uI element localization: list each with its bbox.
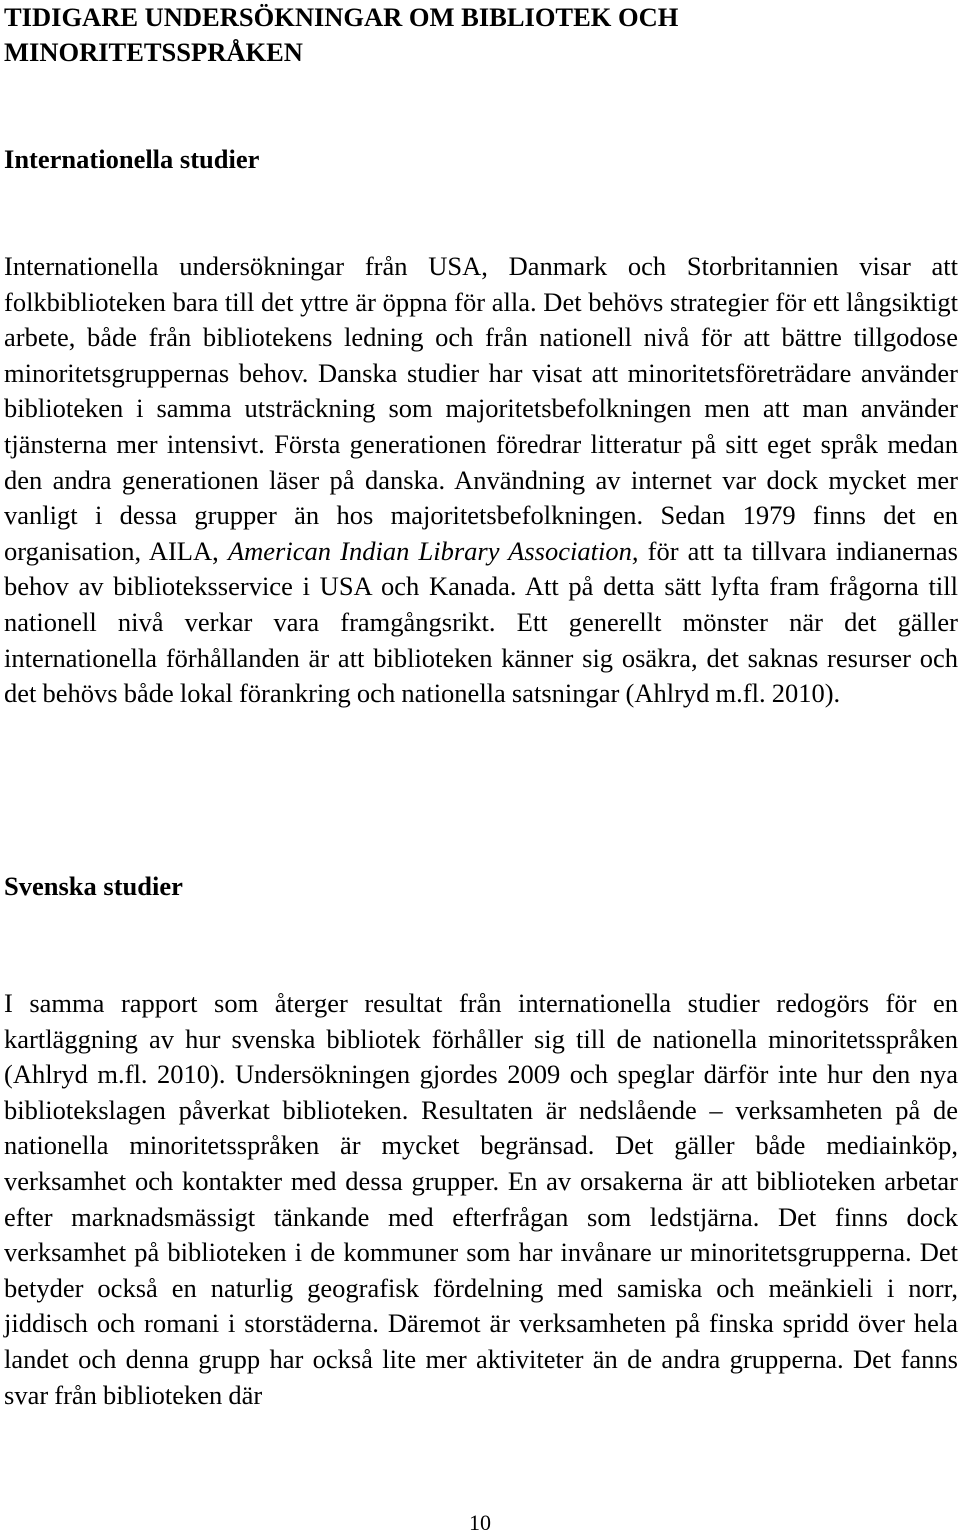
paragraph-svenska-studier: I samma rapport som återger resultat från internationella studier redogörs för en kartläggning av hur svenska bibliotek förhåller sig till de nationella minoritetsspråken (Ahlryd m.fl. 2010). Undersökningen gjordes 2009 och speglar därför inte hur den nya bibliotekslagen påverkat biblioteken. Resultaten är nedslående – verksamheten på de nationella minoritetsspråken är mycket begränsad. Det gäller både mediainköp, verksamhet och kontakter med dessa grupper. En av orsakerna är att biblioteken arbetar efter marknadsmässigt tänkande med efterfrågan som ledstjärna. Det finns dock verksamhet på biblioteken i de kommuner som har invånare ur minoritetsgrupperna. Det betyder också en naturlig geografisk fördelning med samiska och meänkieli i norr, jiddisch och romani i storstäderna. Däremot är verksamheten på finska spridd över hela landet och denna grupp har också lite mer aktiviteter än de andra grupperna. Det fanns svar från biblioteken där [4,988,958,1410]
paragraph-text-part: för att ta tillvara indianernas behov av biblioteksservice i USA och Kanada. Att på detta sätt lyfta fram frågorna till nationell nivå verkar vara framgångsrikt. Ett generellt mönster när det gäller internationella förhållanden är att biblioteken känner sig osäkra, det saknas resurser och det behövs både lokal förankring och nationella satsningar (Ahlryd m.fl. 2010). [4,535,958,709]
section-heading-internationella-studier: Internationella studier [4,144,260,174]
paragraph-text-part: Internationella undersökningar från USA, Danmark och Storbritannien visar att folkbiblioteken bara till det yttre är öppna för alla. Det behövs strategier för ett långsiktigt arbete, både från bibliotekens ledning och från nationell nivå för att bättre tillgodose minoritetsgruppernas behov. Danska studier har visat att minoritetsföreträdare använder biblioteken i samma utsträckning som majoritetsbefolkningen men att man använder tjänsterna mer intensivt. Första generationen föredrar litteratur på sitt eget språk medan den andra generationen läser på danska. Användning av internet var dock mycket mer vanligt i dessa grupper än hos majoritetsbefolkningen. Sedan 1979 finns det en organisation, AILA, [4,251,958,566]
organisation-name-italic: American Indian Library Association, [227,535,639,566]
page-title: TIDIGARE UNDERSÖKNINGAR OM BIBLIOTEK OCH MINORITETSSPRÅKEN [4,2,679,67]
paragraph-internationella-studier [4,249,958,712]
page-number: 10 [469,1510,491,1535]
section-heading-svenska-studier: Svenska studier [4,871,183,901]
